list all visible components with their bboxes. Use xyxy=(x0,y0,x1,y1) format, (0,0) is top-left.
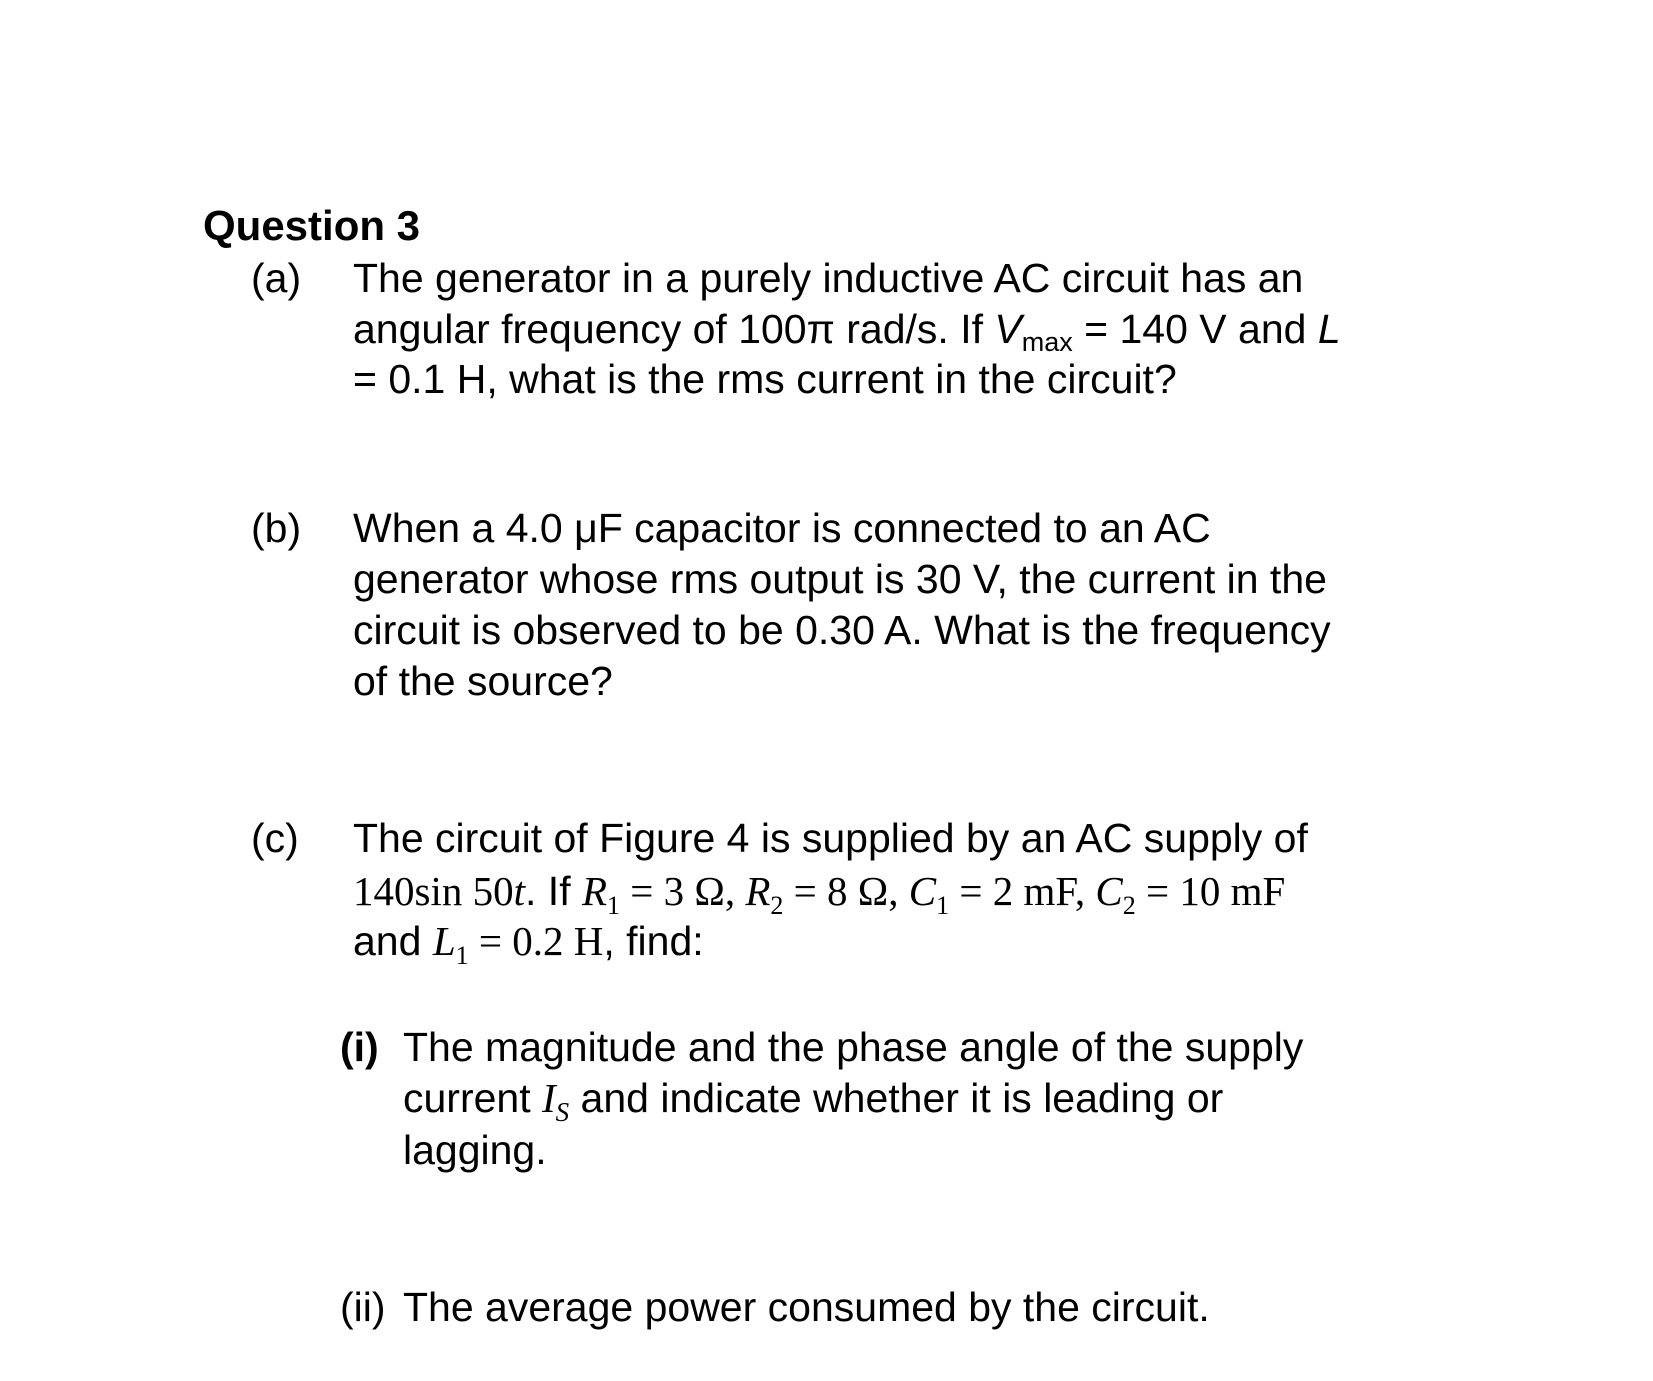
find-text: , find: xyxy=(603,918,704,964)
if-text: . If xyxy=(525,868,582,914)
r1-symbol: R xyxy=(581,868,608,914)
part-a-label: (a) xyxy=(251,255,302,301)
part-b-line-4: of the source? xyxy=(353,658,613,704)
supply-expression: 140sin 50 xyxy=(353,868,514,914)
vmax-subscript: max xyxy=(1021,327,1073,357)
part-c-line-1: The circuit of Figure 4 is supplied by an AC supply of xyxy=(353,815,1308,861)
r2-symbol: R xyxy=(745,868,771,914)
c1-value: = 2 mF, xyxy=(949,868,1096,914)
part-c-label: (c) xyxy=(251,815,299,861)
c2-value: = 10 mF xyxy=(1135,868,1286,914)
r1-value: = 3 Ω, xyxy=(620,868,746,914)
part-b-label: (b) xyxy=(251,505,302,551)
part-a-line-2 xyxy=(353,306,1341,357)
time-variable: t xyxy=(513,868,526,914)
part-b-line-2: generator whose rms output is 30 V, the current in the xyxy=(353,556,1327,602)
r2-subscript: 2 xyxy=(770,891,784,920)
part-a-line-1: The generator in a purely inductive AC circuit has an xyxy=(353,255,1304,301)
inductance-symbol: L xyxy=(1317,306,1341,352)
c1-subscript: 1 xyxy=(936,891,950,920)
part-a-line-3: = 0.1 H, what is the rms current in the circuit? xyxy=(353,356,1177,402)
subpart-i-line-3: lagging. xyxy=(403,1127,547,1173)
supply-current-symbol: I xyxy=(542,1075,556,1121)
r2-value: = 8 Ω, xyxy=(783,868,909,914)
subpart-ii-label: (ii) xyxy=(340,1284,386,1330)
subpart-i-line-2 xyxy=(403,1075,1224,1127)
part-b-line-3: circuit is observed to be 0.30 A. What is the frequency xyxy=(353,607,1331,653)
l1-symbol: L xyxy=(432,918,456,964)
l1-subscript: 1 xyxy=(455,941,469,970)
and-text: and xyxy=(353,918,433,964)
subpart-i-line-2-pre: current xyxy=(403,1075,542,1121)
l1-value: = 0.2 H xyxy=(468,918,604,964)
question-title: Question 3 xyxy=(203,202,421,249)
c2-symbol: C xyxy=(1095,868,1123,914)
subpart-i-line-1: The magnitude and the phase angle of the supply xyxy=(403,1024,1304,1070)
part-a-line-2-pre: angular frequency of 100π rad/s. If xyxy=(353,306,995,352)
c2-subscript: 2 xyxy=(1122,891,1136,920)
subpart-ii-line-1: The average power consumed by the circuit. xyxy=(403,1284,1210,1330)
supply-current-subscript: S xyxy=(555,1097,570,1127)
subpart-i-label: (i) xyxy=(340,1024,379,1070)
c1-symbol: C xyxy=(908,868,937,914)
r1-subscript: 1 xyxy=(607,891,621,920)
subpart-i-line-2-post: and indicate whether it is leading or xyxy=(569,1075,1224,1121)
part-c-line-2 xyxy=(353,868,1286,920)
part-c-line-3 xyxy=(353,918,704,970)
part-b-line-1: When a 4.0 μF capacitor is connected to an AC xyxy=(353,505,1211,551)
part-a-line-2-post: = 140 V and xyxy=(1072,306,1318,352)
vmax-symbol: V xyxy=(994,306,1022,352)
